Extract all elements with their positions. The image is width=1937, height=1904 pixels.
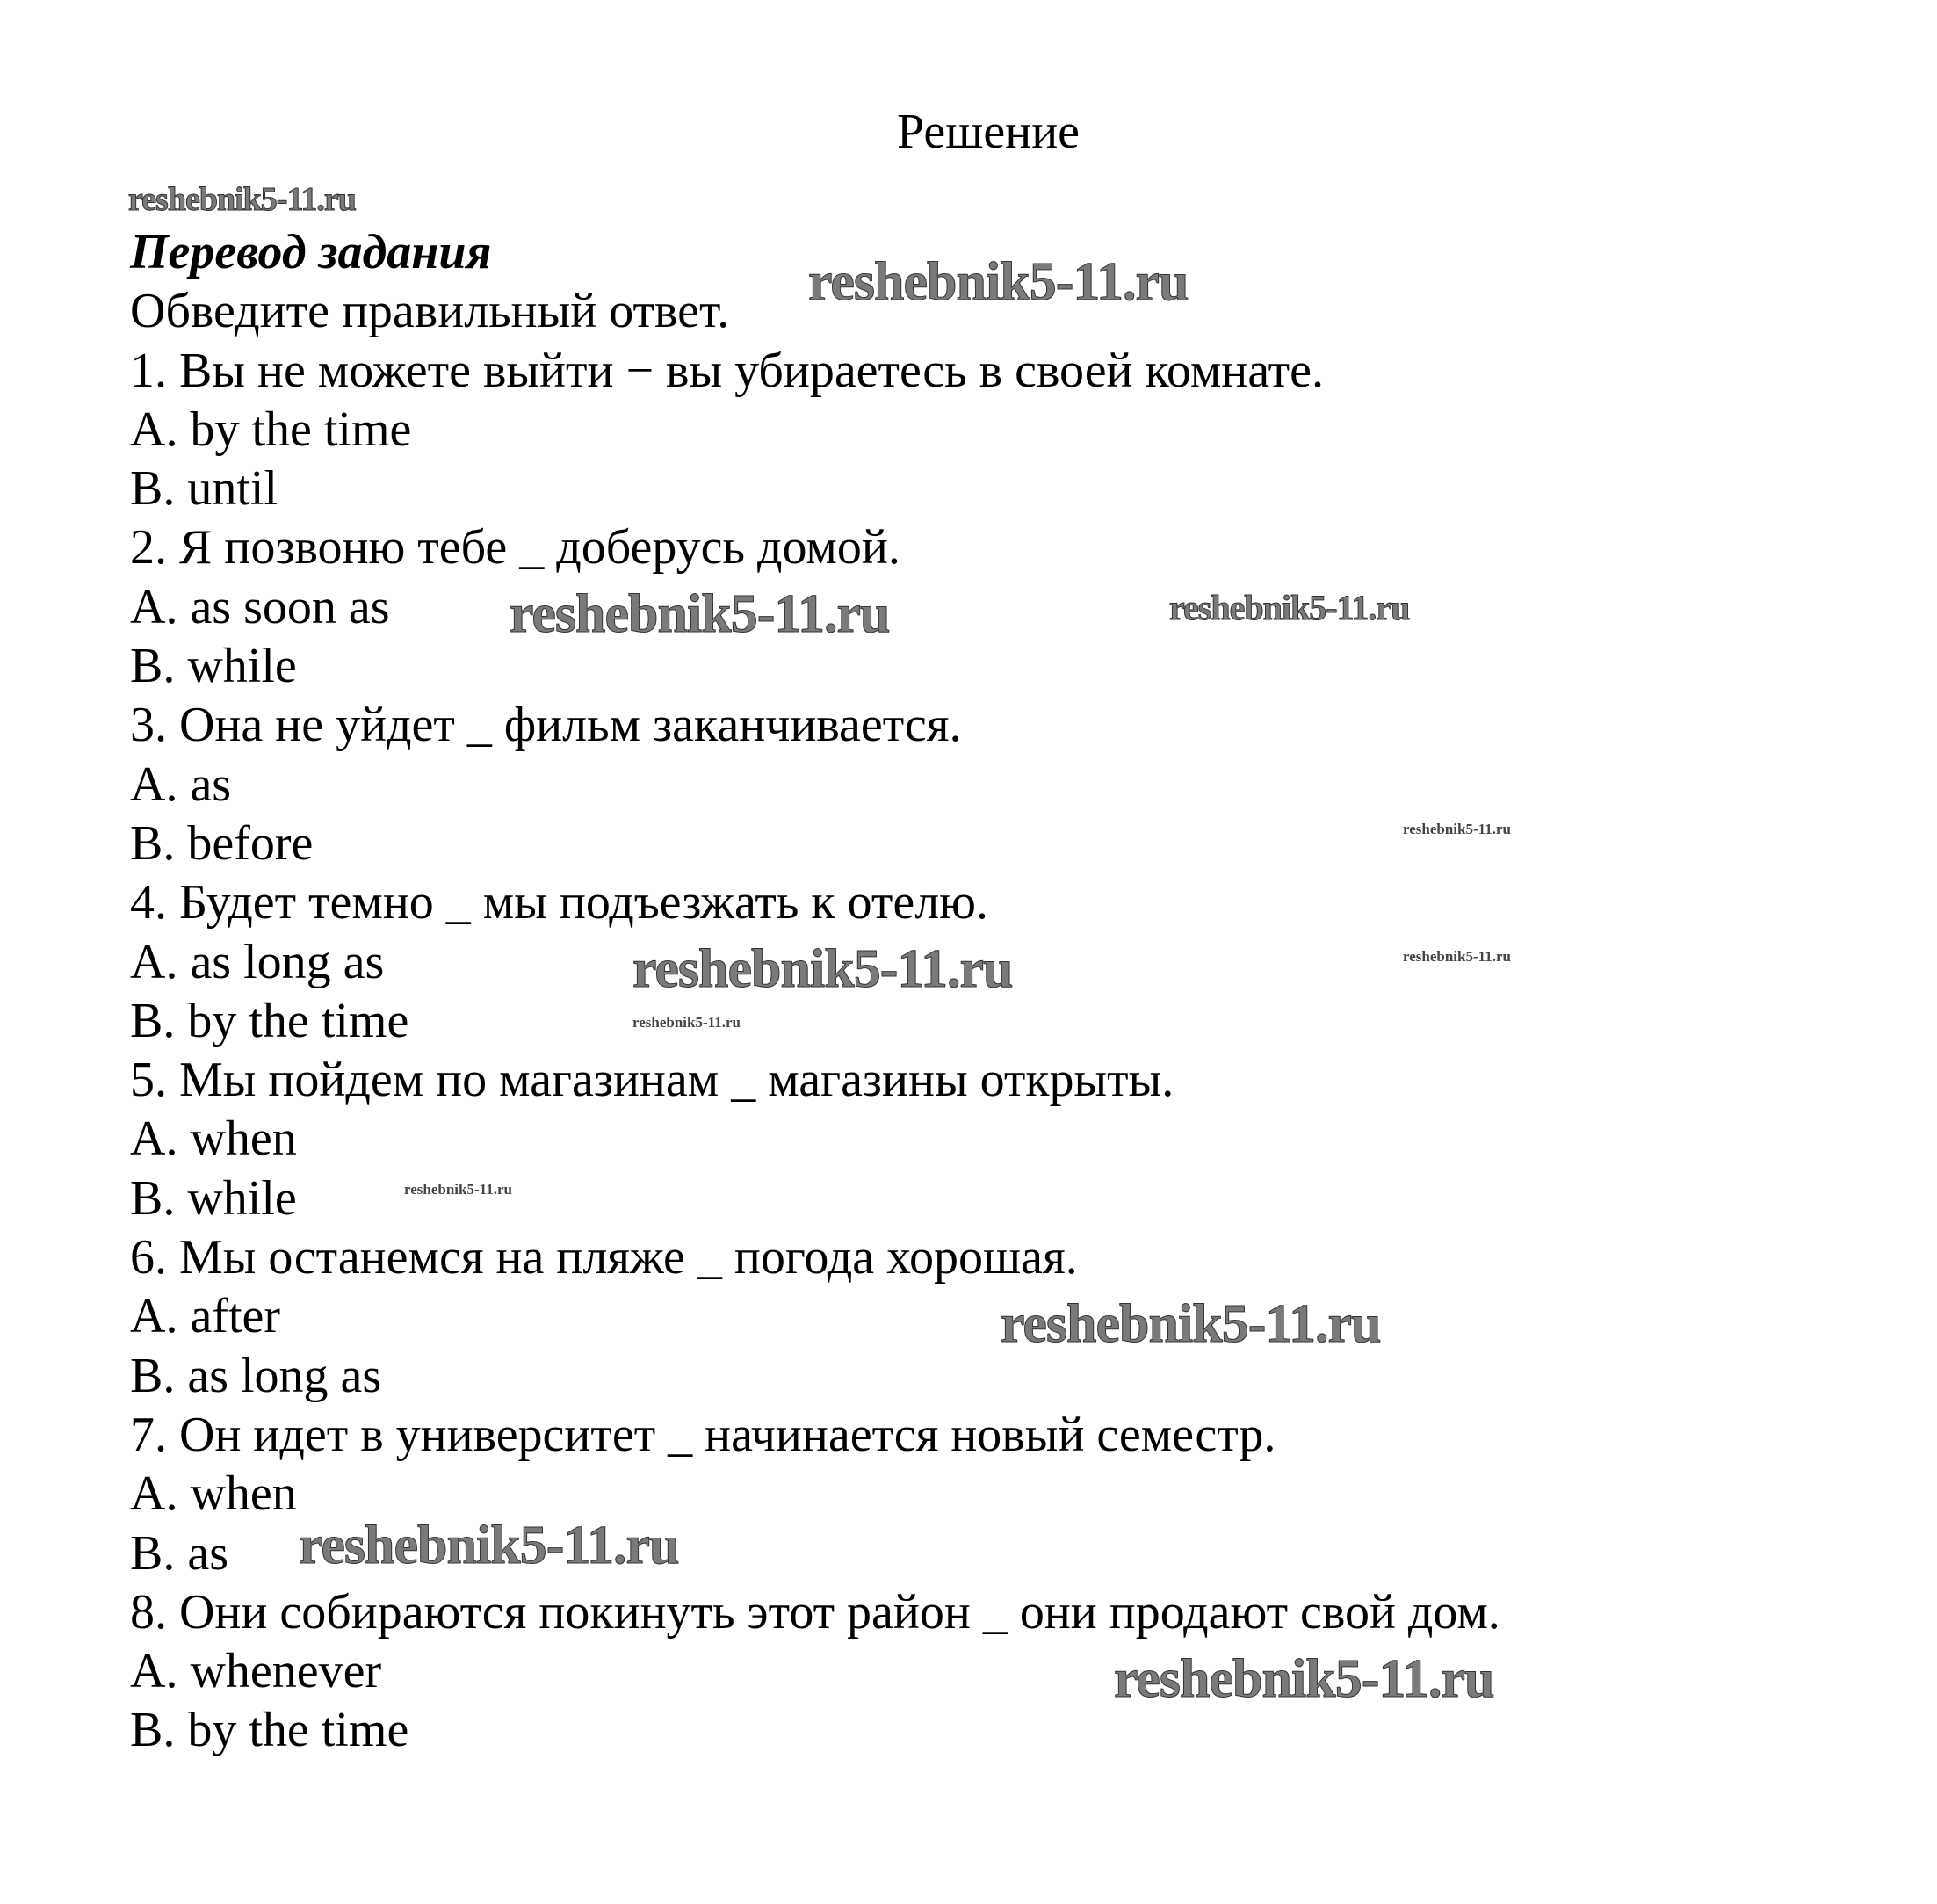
watermark: reshebnik5-11.ru: [1114, 1649, 1494, 1709]
option-a: A. as long as: [130, 934, 385, 989]
question-text: 1. Вы не можете выйти − вы убираетесь в своей комнате.: [130, 343, 1324, 398]
question-text: 8. Они собираются покинуть этот район _ они продают свой дом.: [130, 1584, 1500, 1640]
option-a: A. when: [130, 1466, 297, 1522]
watermark: reshebnik5-11.ru: [510, 584, 890, 644]
question-text: 5. Мы пойдем по магазинам _ магазины открыты.: [130, 1053, 1174, 1108]
watermark: reshebnik5-11.ru: [404, 1181, 512, 1198]
option-b: B. until: [130, 461, 278, 517]
option-a: A. as: [130, 757, 232, 812]
watermark: reshebnik5-11.ru: [1169, 588, 1410, 627]
option-a: A. after: [130, 1289, 281, 1344]
option-b: B. while: [130, 639, 297, 694]
watermark: reshebnik5-11.ru: [1001, 1294, 1381, 1354]
option-b: B. while: [130, 1170, 297, 1226]
page-title: Решение: [896, 105, 1081, 159]
watermark: reshebnik5-11.ru: [1403, 821, 1511, 837]
section-heading: Перевод задания: [130, 225, 492, 279]
option-a: A. by the time: [130, 402, 412, 457]
question-text: 3. Она не уйдет _ фильм заканчивается.: [130, 698, 962, 753]
option-b: B. by the time: [130, 1703, 409, 1758]
option-b: B. before: [130, 815, 314, 871]
watermark: reshebnik5-11.ru: [299, 1516, 679, 1575]
watermark: reshebnik5-11.ru: [808, 252, 1189, 312]
instruction: Обведите правильный ответ.: [130, 284, 730, 339]
option-b: B. by the time: [130, 993, 409, 1048]
question-text: 4. Будет темно _ мы подъезжать к отелю.: [130, 875, 988, 930]
option-a: A. whenever: [130, 1644, 382, 1699]
question-text: 6. Мы останемся на пляже _ погода хорошая.: [130, 1230, 1078, 1285]
question-text: 2. Я позвоню тебе _ доберусь домой.: [130, 520, 900, 576]
watermark: reshebnik5-11.ru: [1403, 948, 1511, 965]
option-b: B. as long as: [130, 1348, 382, 1403]
option-a: A. when: [130, 1111, 297, 1167]
watermark: reshebnik5-11.ru: [632, 939, 1013, 999]
option-a: A. as soon as: [130, 579, 390, 634]
watermark: reshebnik5-11.ru: [128, 181, 356, 218]
option-b: B. as: [130, 1525, 228, 1581]
watermark: reshebnik5-11.ru: [632, 1014, 741, 1031]
question-text: 7. Он идет в университет _ начинается новый семестр.: [130, 1407, 1276, 1462]
